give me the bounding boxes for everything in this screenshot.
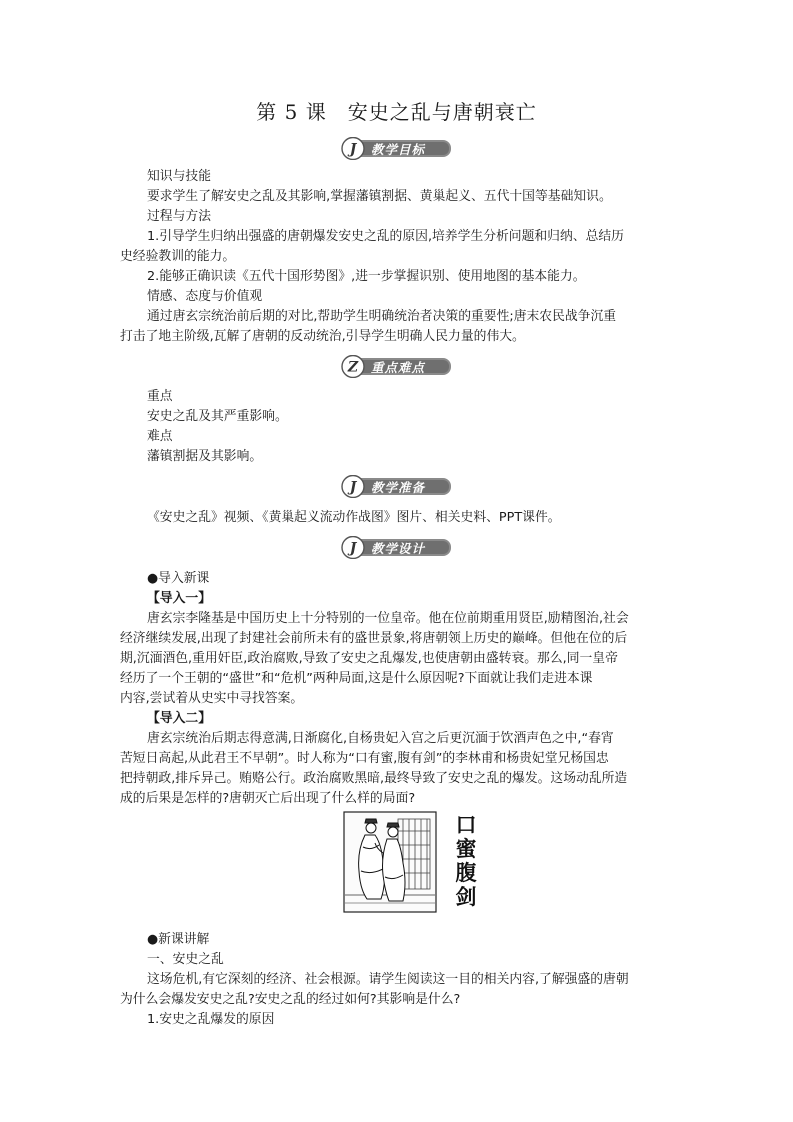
intro2-line: 把持朝政,排斥异己。贿赂公行。政治腐败黑暗,最终导致了安史之乱的爆发。这场动乱所造 <box>120 771 628 786</box>
caption-char: 蜜 <box>455 836 477 861</box>
intro2-label: 【导入二】 <box>147 711 211 726</box>
banner-text: 教学设计 <box>371 541 426 556</box>
intro2-line: 成的后果是怎样的?唐朝灭亡后出现了什么样的局面? <box>120 791 416 806</box>
intro2-line: 苦短日高起,从此君王不早朝”。时人称为“口有蜜,腹有剑”的李林甫和杨贵妃堂兄杨国忠 <box>120 751 609 766</box>
caption-char: 腹 <box>455 860 477 885</box>
intro1-line: 唐玄宗李隆基是中国历史上十分特别的一位皇帝。他在位前期重用贤臣,励精图治,社会 <box>147 611 629 626</box>
caption-char: 剑 <box>455 884 477 909</box>
intro1-line: 期,沉湎酒色,重用奸臣,政治腐败,导致了安史之乱爆发,也使唐朝由盛转衰。那么,同一皇帝 <box>120 651 618 666</box>
intro2-line: 唐玄宗统治后期志得意满,日渐腐化,自杨贵妃入宫之后更沉湎于饮酒声色之中,“春宵 <box>147 731 614 746</box>
section-heading-1: 一、安史之乱 <box>147 952 224 967</box>
goal-heading-knowledge: 知识与技能 <box>147 169 211 184</box>
section1-line: 为什么会爆发安史之乱?安史之乱的经过如何?其影响是什么? <box>120 992 461 1007</box>
section1-line: 这场危机,有它深刻的经济、社会根源。请学生阅读这一目的相关内容,了解强盛的唐朝 <box>147 972 629 987</box>
keypoint-heading: 重点 <box>147 389 173 404</box>
goal-text-method-1a: 1.引导学生归纳出强盛的唐朝爆发安史之乱的原因,培养学生分析问题和归纳、总结历 <box>147 229 624 244</box>
banner-letter: J <box>349 479 357 496</box>
goal-text-method-2: 2.能够正确识读《五代十国形势图》,进一步掌握识别、使用地图的基本能力。 <box>147 269 586 284</box>
intro1-line: 经济继续发展,出现了封建社会前所未有的盛世景象,将唐朝领上历史的巅峰。但他在位的后 <box>120 631 628 646</box>
section-banner-prep <box>341 475 452 498</box>
goal-text-values-a: 通过唐玄宗统治前后期的对比,帮助学生明确统治者决策的重要性;唐末农民战争沉重 <box>147 309 617 324</box>
section-banner-goals <box>341 137 452 160</box>
banner-letter: Z <box>347 359 359 376</box>
banner-letter: J <box>349 540 357 557</box>
goal-heading-method: 过程与方法 <box>147 209 211 224</box>
prep-text: 《安史之乱》视频、《黄巢起义流动作战图》图片、相关史料、PPT课件。 <box>147 510 561 525</box>
goal-heading-values: 情感、态度与价值观 <box>147 289 263 304</box>
section1-item-1: 1.安史之乱爆发的原因 <box>147 1012 275 1027</box>
new-lesson-heading: ●新课讲解 <box>147 932 210 947</box>
illustration-honey-mouth-sword-belly <box>343 811 479 913</box>
banner-letter: J <box>349 141 357 158</box>
section-banner-keypoints <box>341 355 452 378</box>
goal-text-method-1b: 史经验教训的能力。 <box>120 249 236 264</box>
caption-char: 口 <box>455 812 477 837</box>
intro1-line: 内容,尝试着从史实中寻找答案。 <box>120 691 304 706</box>
difficulty-heading: 难点 <box>147 429 173 444</box>
banner-text: 教学准备 <box>371 480 426 495</box>
goal-text-knowledge: 要求学生了解安史之乱及其影响,掌握藩镇割据、黄巢起义、五代十国等基础知识。 <box>147 189 612 204</box>
lesson-title: 第 5 课 安史之乱与唐朝衰亡 <box>256 100 537 124</box>
intro1-label: 【导入一】 <box>147 591 211 606</box>
keypoint-text: 安史之乱及其严重影响。 <box>147 409 288 424</box>
illustration-caption <box>453 813 479 909</box>
banner-text: 教学目标 <box>371 142 426 157</box>
difficulty-text: 藩镇割据及其影响。 <box>147 449 263 464</box>
intro1-line: 经历了一个王朝的“盛世”和“危机”两种局面,这是什么原因呢?下面就让我们走进本课 <box>120 671 593 686</box>
goal-text-values-b: 打击了地主阶级,瓦解了唐朝的反动统治,引导学生明确人民力量的伟大。 <box>120 329 525 344</box>
section-banner-design <box>341 536 452 559</box>
banner-text: 重点难点 <box>371 360 426 375</box>
intro-heading: ●导入新课 <box>147 571 210 586</box>
